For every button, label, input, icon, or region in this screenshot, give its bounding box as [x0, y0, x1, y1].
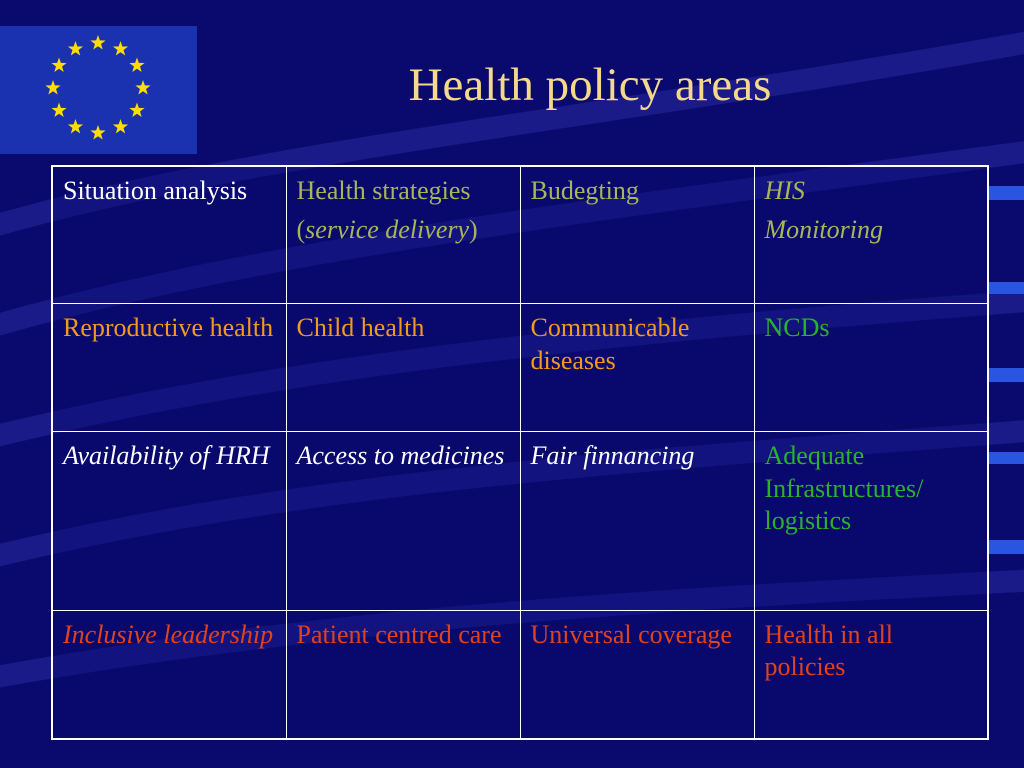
table-cell — [286, 166, 520, 304]
eu-star-icon — [51, 58, 66, 72]
eu-star-icon — [68, 41, 83, 55]
cell-label: HIS — [764, 176, 805, 205]
cell-label: Budegting — [530, 176, 639, 205]
cell-label: Communicable diseases — [530, 313, 690, 375]
paren-open: ( — [296, 214, 306, 244]
table-cell — [754, 304, 988, 432]
eu-stars-icon — [0, 26, 197, 154]
table-cell — [286, 432, 520, 611]
cell-label: Health strategies — [296, 176, 471, 205]
page-title: Health policy areas — [408, 59, 772, 111]
table-cell — [754, 610, 988, 739]
table-cell — [52, 610, 286, 739]
table-cell — [754, 166, 988, 304]
cell-sublabel: Monitoring — [764, 214, 883, 244]
eu-star-icon — [129, 103, 144, 117]
cell-label: Reproductive health — [63, 313, 274, 343]
table-cell — [520, 304, 754, 432]
cell-label: Availability of HRH — [63, 441, 270, 471]
policy-areas-table — [51, 165, 989, 740]
cell-sublabel-text: service delivery — [305, 214, 470, 244]
cell-label: Access to medicines — [296, 441, 505, 471]
table-cell — [52, 304, 286, 432]
table-cell — [286, 610, 520, 739]
table-row — [52, 166, 988, 304]
eu-flag-logo — [0, 26, 197, 154]
cell-label: Patient centred care — [296, 619, 502, 649]
table-cell — [520, 610, 754, 739]
eu-star-icon — [68, 119, 83, 133]
cell-label: Health in all policies — [764, 619, 894, 682]
table-cell — [52, 166, 286, 304]
eu-star-icon — [90, 125, 105, 139]
eu-star-icon — [51, 103, 66, 117]
cell-sublabel — [297, 214, 510, 247]
table-cell — [52, 432, 286, 611]
cell-label: Universal coverage — [530, 619, 732, 649]
cell-label: Situation analysis — [63, 176, 248, 205]
eu-star-icon — [113, 41, 128, 55]
cell-label: Fair finnancing — [530, 441, 695, 471]
table-row — [52, 304, 988, 432]
table-cell — [520, 166, 754, 304]
table-row — [52, 610, 988, 739]
cell-label: Child health — [296, 313, 425, 343]
eu-star-icon — [90, 35, 105, 49]
eu-star-icon — [135, 80, 150, 94]
cell-label: NCDs — [764, 313, 830, 343]
table-cell — [520, 432, 754, 611]
table-cell — [754, 432, 988, 611]
eu-star-icon — [129, 58, 144, 72]
cell-label: Inclusive leadership — [63, 619, 274, 649]
paren-close: ) — [469, 214, 478, 244]
eu-star-icon — [45, 80, 60, 94]
cell-label: Adequate Infrastructures/ logistics — [764, 441, 924, 536]
table-cell — [286, 304, 520, 432]
table-row — [52, 432, 988, 611]
eu-star-icon — [113, 119, 128, 133]
